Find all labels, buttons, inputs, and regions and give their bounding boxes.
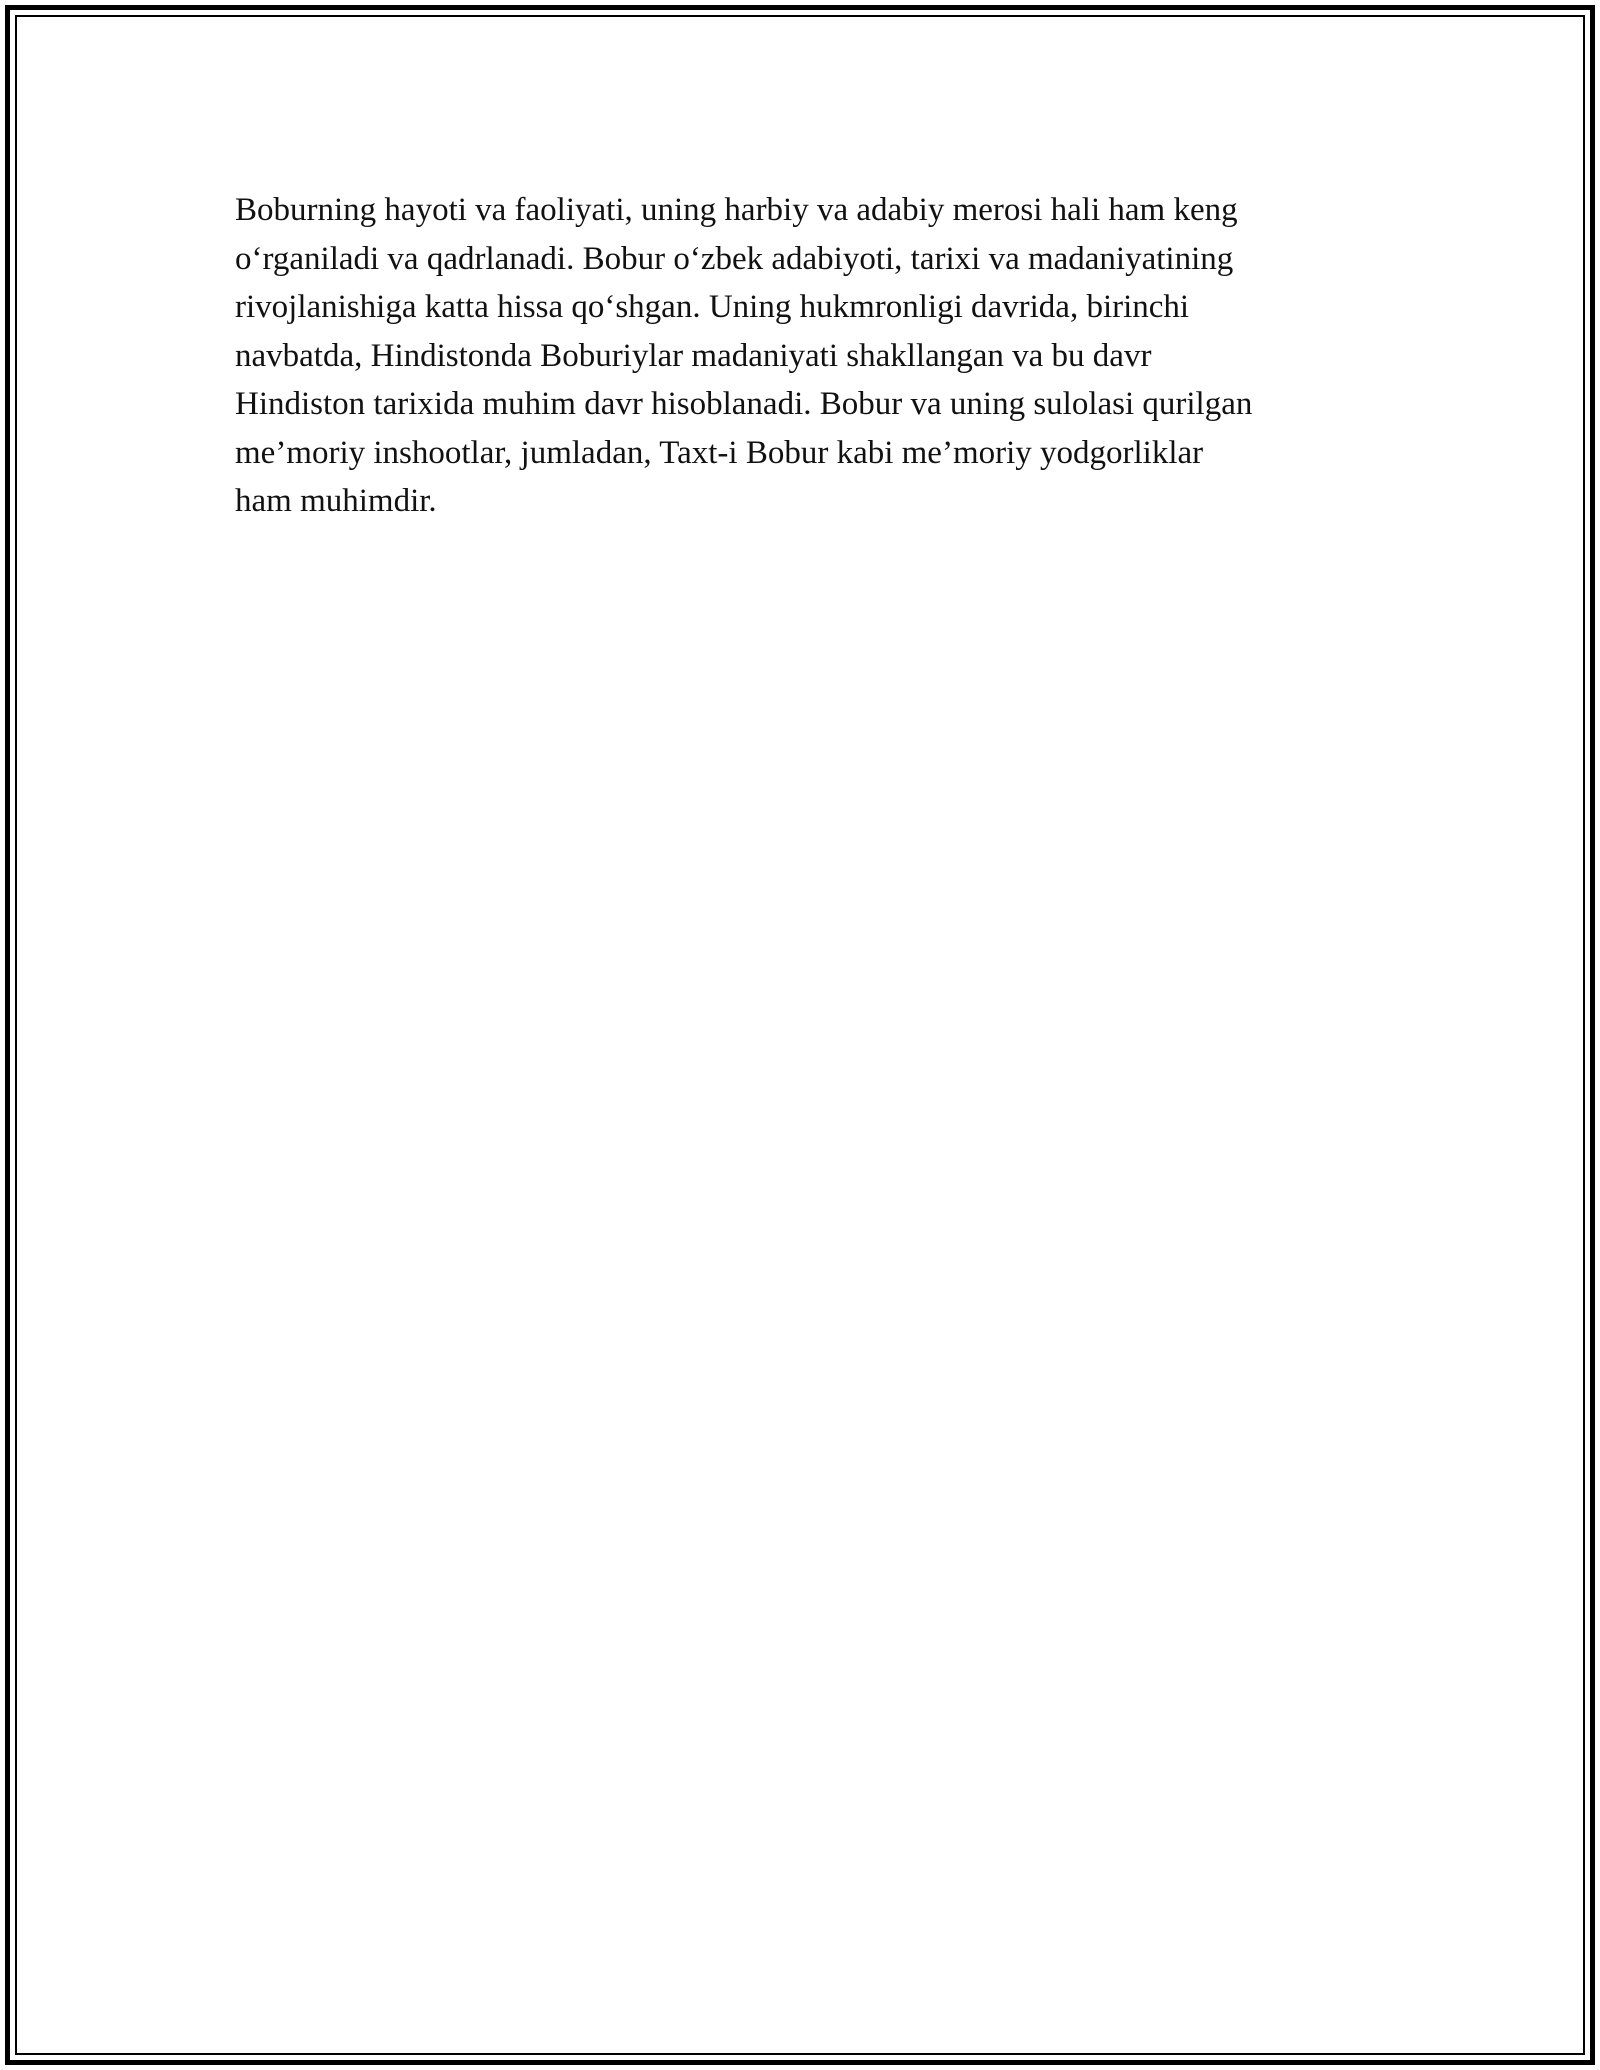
body-paragraph [235,186,1355,526]
paragraph-line: o‘rganiladi va qadrlanadi. Bobur o‘zbek adabiyoti, tarixi va madaniyatining [235,240,1234,277]
paragraph-line: navbatda, Hindistonda Boburiylar madaniyati shakllangan va bu davr [235,337,1152,374]
paragraph-line: ham muhimdir. [235,483,437,519]
paragraph-line: Hindiston tarixida muhim davr hisoblanadi. Bobur va uning sulolasi qurilgan [235,386,1253,422]
paragraph-line: me’moriy inshootlar, jumladan, Taxt-i Bobur kabi me’moriy yodgorliklar [235,434,1204,471]
paragraph-line: rivojlanishiga katta hissa qo‘shgan. Uning hukmronligi davrida, birinchi [235,289,1190,325]
paragraph-line: Boburning hayoti va faoliyati, uning harbiy va adabiy merosi hali ham keng [235,192,1238,228]
